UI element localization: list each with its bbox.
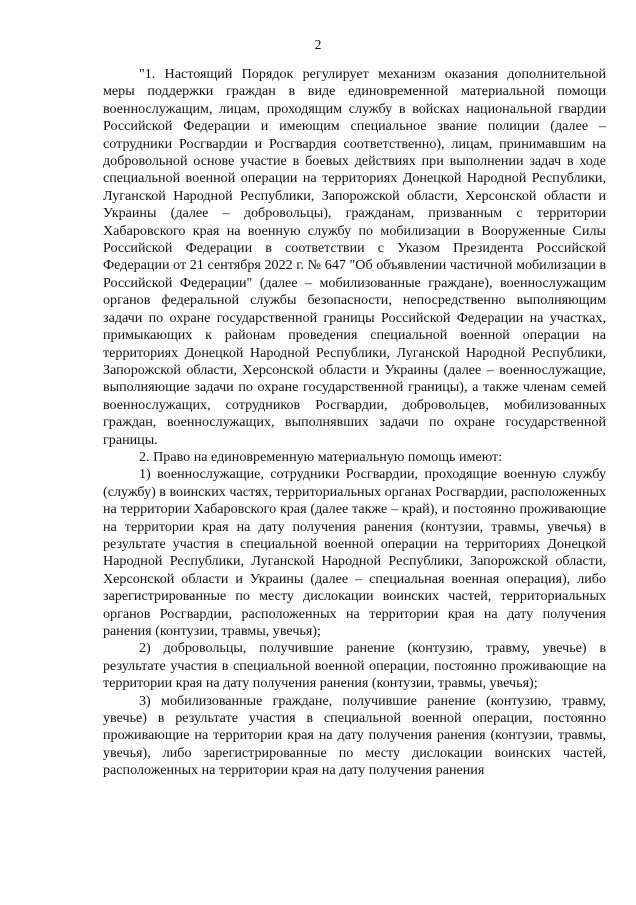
list-item-1-servicemen: 1) военнослужащие, сотрудники Росгвардии, проходящие военную службу (службу) в воинских частях, территориальных органах Росгвардии, расположенных на территории Хабаровского края (далее также – край), и постоянно проживающие на территории края на дату получения ранения (контузии, травмы, увечья) в результате участия в специальной военной операции на территориях Донецкой Народной Республики, Луганской Народной Республики, Запорожской области, Херсонской области и Украины (далее – специальная военная операция), либо зарегистрированные по месту дислокации воинских частей, территориальных органов Росгвардии, расположенных на территории края на дату получения ранения (контузии, травмы, увечья); [103,466,607,639]
paragraph-2-eligibility-heading: 2. Право на единовременную материальную помощь имеют: [139,448,503,465]
paragraph-1-scope: "1. Настоящий Порядок регулирует механизм оказания дополнительной меры поддержки граждан в виде единовременной материальной помощи военнослужащим, лицам, проходящим службу в войсках национальной гвардии Российской Федерации и имеющим специальное звание полиции (далее – сотрудники Росгвардии и Росгвардия соответственно), лицам, принимавшим на добровольной основе участие в боевых действиях при выполнении задач в ходе специальной военной операции на территориях Донецкой Народной Республики, Луганской Народной Республики, Запорожской области, Херсонской области и Украины (далее – добровольцы), гражданам, призванным с территории Хабаровского края на военную службу по мобилизации в Вооруженные Силы Российской Федерации в соответствии с Указом Президента Российской Федерации от 21 сентября 2022 г. № 647 "Об объявлении частичной мобилизации в Российской Федерации" (далее – мобилизованные граждане), военнослужащим органов федеральной службы безопасности, непосредственно выполняющим задачи по охране государственной границы Российской Федерации на участках, примыкающих к районам проведения специальной военной операции на территориях Донецкой Народной Республики, Луганской Народной Республики, Запорожской области, Херсонской области и Украины (далее – военнослужащие, выполняющие задачи по охране государственной границы), а также членам семей военнослужащих, сотрудников Росгвардии, добровольцев, мобилизованных граждан, военнослужащих, выполнявших задачи по охране государственной границы. [103,66,606,448]
page-number: 2 [314,37,322,52]
list-item-2-volunteers: 2) добровольцы, получившие ранение (контузию, травму, увечье) в результате участия в специальной военной операции, постоянно проживающие на территории края на дату получения ранения (контузии, травмы, увечья); [103,640,606,692]
list-item-3-mobilized: 3) мобилизованные граждане, получившие ранение (контузию, травму, увечье) в результате участия в специальной военной операции, постоянно проживающие на территории края на дату получения ранения (контузии, травмы, увечья), либо зарегистрированные по месту дислокации воинских частей, расположенных на территории края на дату получения ранения [103,692,606,779]
document-body [103,66,606,780]
